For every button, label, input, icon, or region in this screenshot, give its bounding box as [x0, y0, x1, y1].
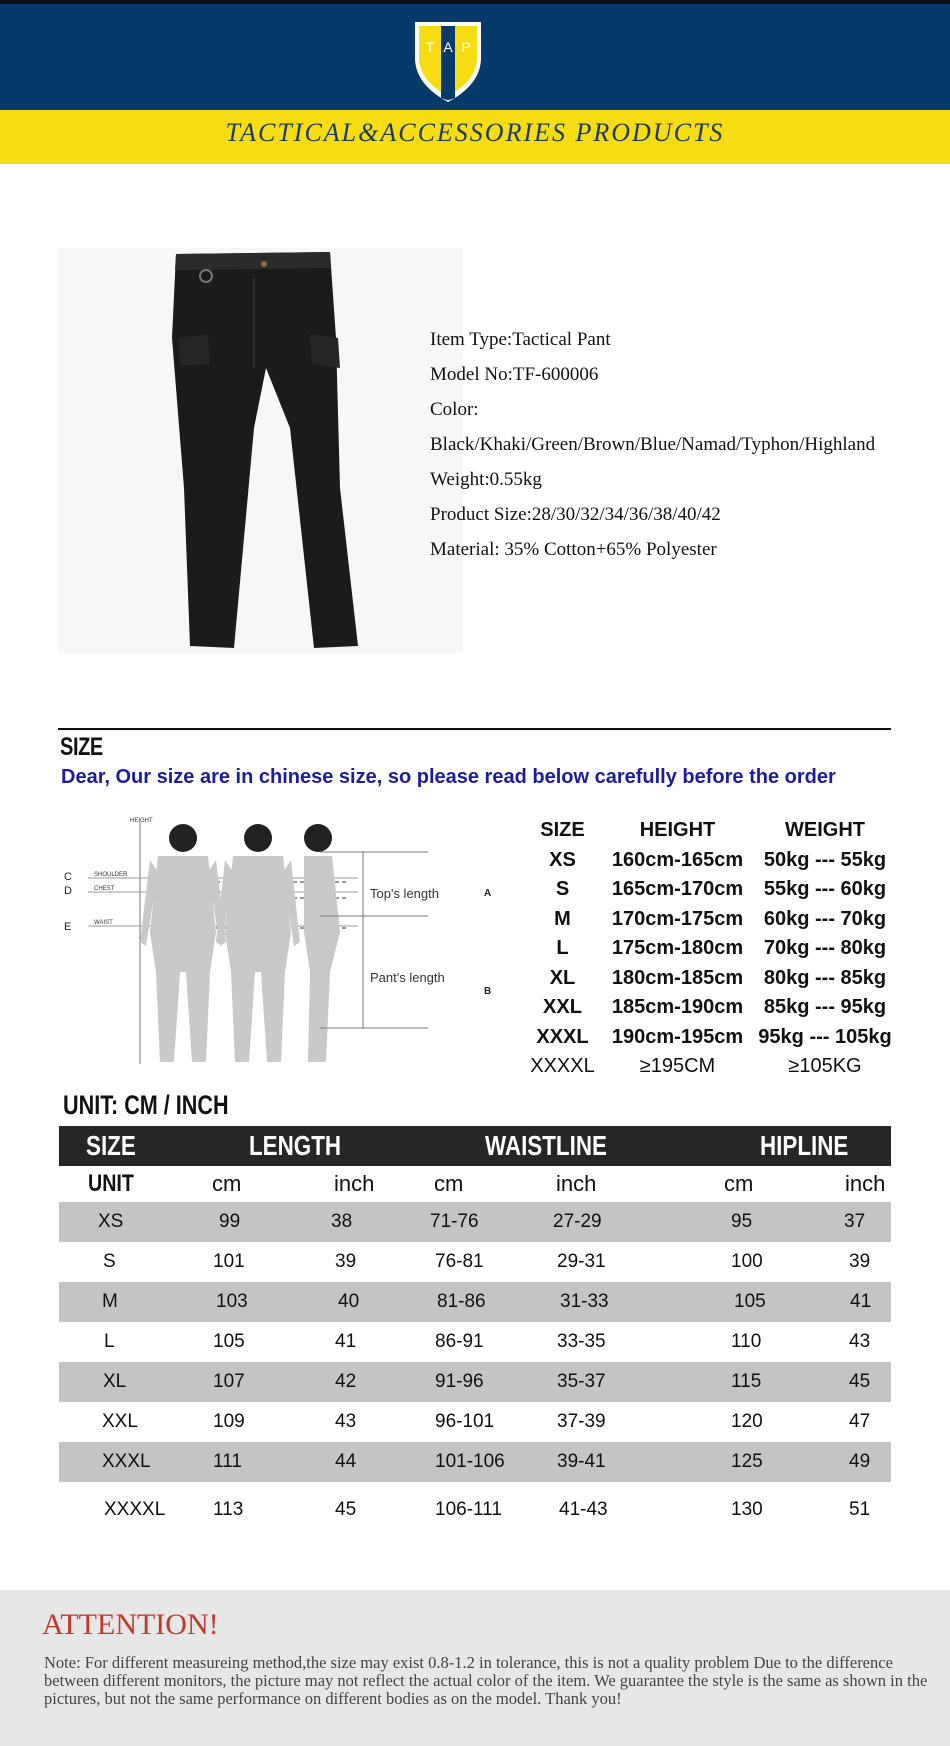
- product-image: [58, 248, 463, 653]
- cell-waist-cm: 106-111: [435, 1499, 502, 1520]
- unit-length-cm: cm: [212, 1171, 242, 1196]
- cell-length-cm: 113: [213, 1499, 244, 1520]
- cell-waist-cm: 86-91: [435, 1331, 484, 1352]
- hw-weight: 95kg --- 105kg: [758, 1025, 892, 1048]
- figure-label-d: D: [64, 885, 72, 897]
- cell-hip-inch: 39: [849, 1251, 871, 1272]
- figure-label-pants-length: Pant's length: [370, 970, 445, 985]
- table-row: [59, 1282, 891, 1322]
- logo-letter-p: P: [461, 39, 471, 55]
- cell-hip-cm: 120: [731, 1411, 763, 1432]
- cell-waist-cm: 96-101: [435, 1411, 495, 1432]
- unit-length-inch: inch: [334, 1171, 375, 1196]
- hw-weight: 55kg --- 60kg: [763, 878, 887, 900]
- spec-color-values: Black/Khaki/Green/Brown/Blue/Namad/Typhon/Highland: [430, 434, 876, 455]
- cell-size: XL: [103, 1371, 127, 1392]
- unit-heading: UNIT: CM / INCH: [63, 1090, 229, 1120]
- cell-waist-inch: 35-37: [557, 1371, 606, 1392]
- cell-size: XXL: [102, 1411, 138, 1432]
- figure-label-height: HEIGHT: [130, 818, 153, 824]
- cell-size: XXXL: [102, 1451, 151, 1472]
- hw-weight: 80kg --- 85kg: [763, 966, 887, 989]
- figure-label-chest: CHEST: [94, 886, 115, 892]
- header-hipline: HIPLINE: [760, 1130, 849, 1161]
- figure-label-tops-length: Top's length: [370, 886, 439, 901]
- cell-waist-inch: 41-43: [559, 1499, 608, 1520]
- brand-header: [0, 4, 950, 110]
- height-weight-table: [525, 816, 895, 1082]
- cell-length-inch: 39: [335, 1251, 357, 1272]
- tap-shield-logo: [411, 18, 485, 104]
- cell-size: S: [103, 1251, 116, 1272]
- attention-text: Note: For different measureing method,the size may exist 0.8-1.2 in tolerance, this is not a quality problem Due to the difference between different monitors, the picture may not reflect the actual color of the item. We guarantee the style is the same as shown in the pictures, but not the same performance on different bodies as on the model. Thank you!: [44, 1653, 928, 1708]
- size-heading: SIZE: [60, 733, 103, 761]
- cell-waist-inch: 39-41: [557, 1451, 606, 1472]
- hw-header-row: [525, 816, 895, 846]
- table-header: [59, 1126, 891, 1166]
- cell-size: M: [102, 1291, 118, 1312]
- hw-header-weight: WEIGHT: [785, 819, 865, 841]
- cell-waist-inch: 31-33: [560, 1291, 609, 1312]
- hw-height: 185cm-190cm: [611, 996, 744, 1018]
- table-row: [59, 1442, 891, 1482]
- hw-row: [525, 993, 895, 1023]
- cell-hip-cm: 95: [731, 1211, 753, 1232]
- hw-weight: 50kg --- 55kg: [763, 848, 887, 871]
- cell-waist-cm: 91-96: [435, 1371, 484, 1392]
- logo-letter-t: T: [425, 39, 435, 55]
- hw-row: [525, 934, 895, 964]
- cell-size: XXXXL: [104, 1499, 166, 1520]
- hw-header-height: HEIGHT: [639, 819, 716, 841]
- cell-size: XS: [98, 1211, 124, 1232]
- cell-hip-inch: 49: [849, 1451, 871, 1472]
- body-measurement-figure: [58, 812, 498, 1072]
- cell-waist-inch: 37-39: [557, 1411, 606, 1432]
- hw-height: 160cm-165cm: [611, 848, 744, 871]
- product-specs: [430, 322, 875, 567]
- figure-label-shoulder: SHOULDER: [94, 872, 128, 878]
- cell-length-cm: 101: [213, 1251, 245, 1272]
- cell-hip-inch: 43: [849, 1331, 871, 1352]
- spec-color-label: Color:: [430, 399, 479, 420]
- cell-length-cm: 107: [213, 1371, 245, 1392]
- hw-size: XS: [549, 848, 576, 871]
- cell-length-inch: 45: [335, 1499, 357, 1520]
- cell-length-inch: 38: [331, 1211, 353, 1232]
- cell-hip-inch: 47: [849, 1411, 871, 1432]
- hw-height: ≥195CM: [639, 1055, 716, 1077]
- hw-weight: 70kg --- 80kg: [763, 937, 887, 959]
- cell-waist-cm: 71-76: [430, 1211, 479, 1232]
- cell-hip-cm: 110: [731, 1331, 762, 1352]
- measurement-table: [59, 1126, 891, 1530]
- cell-hip-cm: 100: [731, 1251, 763, 1272]
- cell-size: L: [104, 1331, 115, 1352]
- hw-height: 165cm-170cm: [611, 878, 744, 900]
- hw-row: [525, 875, 895, 905]
- spec-material: Material: 35% Cotton+65% Polyester: [430, 539, 717, 560]
- cell-waist-inch: 27-29: [553, 1211, 602, 1232]
- hw-row: [525, 905, 895, 935]
- hw-size: XXL: [543, 996, 582, 1018]
- unit-waist-inch: inch: [556, 1171, 597, 1196]
- figure-label-c: C: [64, 871, 72, 883]
- cell-waist-cm: 101-106: [435, 1451, 505, 1472]
- table-row: [59, 1322, 891, 1362]
- spec-item-type: Item Type:Tactical Pant: [430, 329, 611, 350]
- hw-size: M: [554, 907, 571, 930]
- cell-hip-inch: 51: [849, 1499, 871, 1520]
- cell-hip-inch: 45: [849, 1371, 871, 1392]
- cell-hip-cm: 115: [731, 1371, 762, 1392]
- hw-row: [525, 1052, 895, 1082]
- hw-row: [525, 846, 895, 876]
- hw-size: XXXXL: [530, 1055, 595, 1077]
- cell-length-inch: 41: [335, 1331, 357, 1352]
- cell-waist-cm: 76-81: [435, 1251, 484, 1272]
- hw-height: 190cm-195cm: [611, 1025, 744, 1048]
- unit-waist-cm: cm: [434, 1171, 464, 1196]
- figure-label-a: A: [484, 888, 492, 899]
- cell-length-cm: 109: [213, 1411, 245, 1432]
- table-row: [59, 1490, 891, 1530]
- cell-length-cm: 103: [216, 1291, 248, 1312]
- section-divider: [58, 728, 891, 730]
- body-silhouettes-icon: [58, 812, 498, 1072]
- size-note: Dear, Our size are in chinese size, so please read below carefully before the order: [61, 766, 836, 788]
- unit-label: UNIT: [88, 1170, 134, 1197]
- cell-length-cm: 99: [219, 1211, 241, 1232]
- tactical-pants-icon: [58, 248, 463, 653]
- spec-model-no: Model No:TF-600006: [430, 364, 599, 385]
- table-row: [59, 1362, 891, 1402]
- header-size: SIZE: [86, 1130, 136, 1161]
- hw-row: [525, 964, 895, 994]
- cell-length-cm: 105: [213, 1331, 245, 1352]
- hw-height: 180cm-185cm: [611, 966, 744, 989]
- hw-height: 170cm-175cm: [611, 907, 744, 930]
- cell-hip-inch: 37: [844, 1211, 866, 1232]
- hw-row: [525, 1023, 895, 1053]
- header-waistline: WAISTLINE: [485, 1130, 607, 1161]
- hw-weight: 60kg --- 70kg: [763, 907, 887, 930]
- figure-label-waist: WAIST: [94, 920, 113, 926]
- table-row: [59, 1402, 891, 1442]
- cell-length-inch: 42: [335, 1371, 357, 1392]
- cell-waist-inch: 29-31: [557, 1251, 606, 1272]
- hw-size: S: [555, 878, 570, 900]
- hw-size: XXXL: [536, 1025, 589, 1048]
- cell-length-inch: 40: [338, 1291, 360, 1312]
- attention-title: ATTENTION!: [42, 1608, 219, 1641]
- yellow-banner: [0, 110, 950, 164]
- unit-row: [59, 1166, 891, 1202]
- cell-hip-cm: 130: [731, 1499, 763, 1520]
- spec-weight: Weight:0.55kg: [430, 469, 542, 490]
- cell-waist-cm: 81-86: [437, 1291, 486, 1312]
- cell-length-cm: 111: [213, 1451, 242, 1472]
- banner-title: TACTICAL&ACCESSORIES PRODUCTS: [225, 118, 725, 147]
- cell-hip-cm: 125: [731, 1451, 763, 1472]
- hw-weight: ≥105KG: [788, 1055, 862, 1077]
- cell-length-inch: 43: [335, 1411, 357, 1432]
- cell-length-inch: 44: [335, 1451, 357, 1472]
- hw-size: XL: [549, 966, 576, 989]
- header-length: LENGTH: [249, 1130, 342, 1161]
- figure-label-e: E: [64, 921, 72, 933]
- cell-hip-inch: 41: [850, 1291, 872, 1312]
- hw-height: 175cm-180cm: [611, 937, 744, 959]
- spec-product-size: Product Size:28/30/32/34/36/38/40/42: [430, 504, 721, 525]
- hw-header-size: SIZE: [540, 819, 585, 841]
- logo-letter-a: A: [443, 39, 453, 55]
- unit-hip-inch: inch: [845, 1171, 886, 1196]
- cell-waist-inch: 33-35: [557, 1331, 606, 1352]
- cell-hip-cm: 105: [734, 1291, 766, 1312]
- hw-size: L: [556, 937, 569, 959]
- figure-label-b: B: [484, 986, 492, 997]
- table-row: [59, 1202, 891, 1242]
- hw-weight: 85kg --- 95kg: [763, 996, 887, 1018]
- unit-hip-cm: cm: [724, 1171, 754, 1196]
- table-row: [59, 1242, 891, 1282]
